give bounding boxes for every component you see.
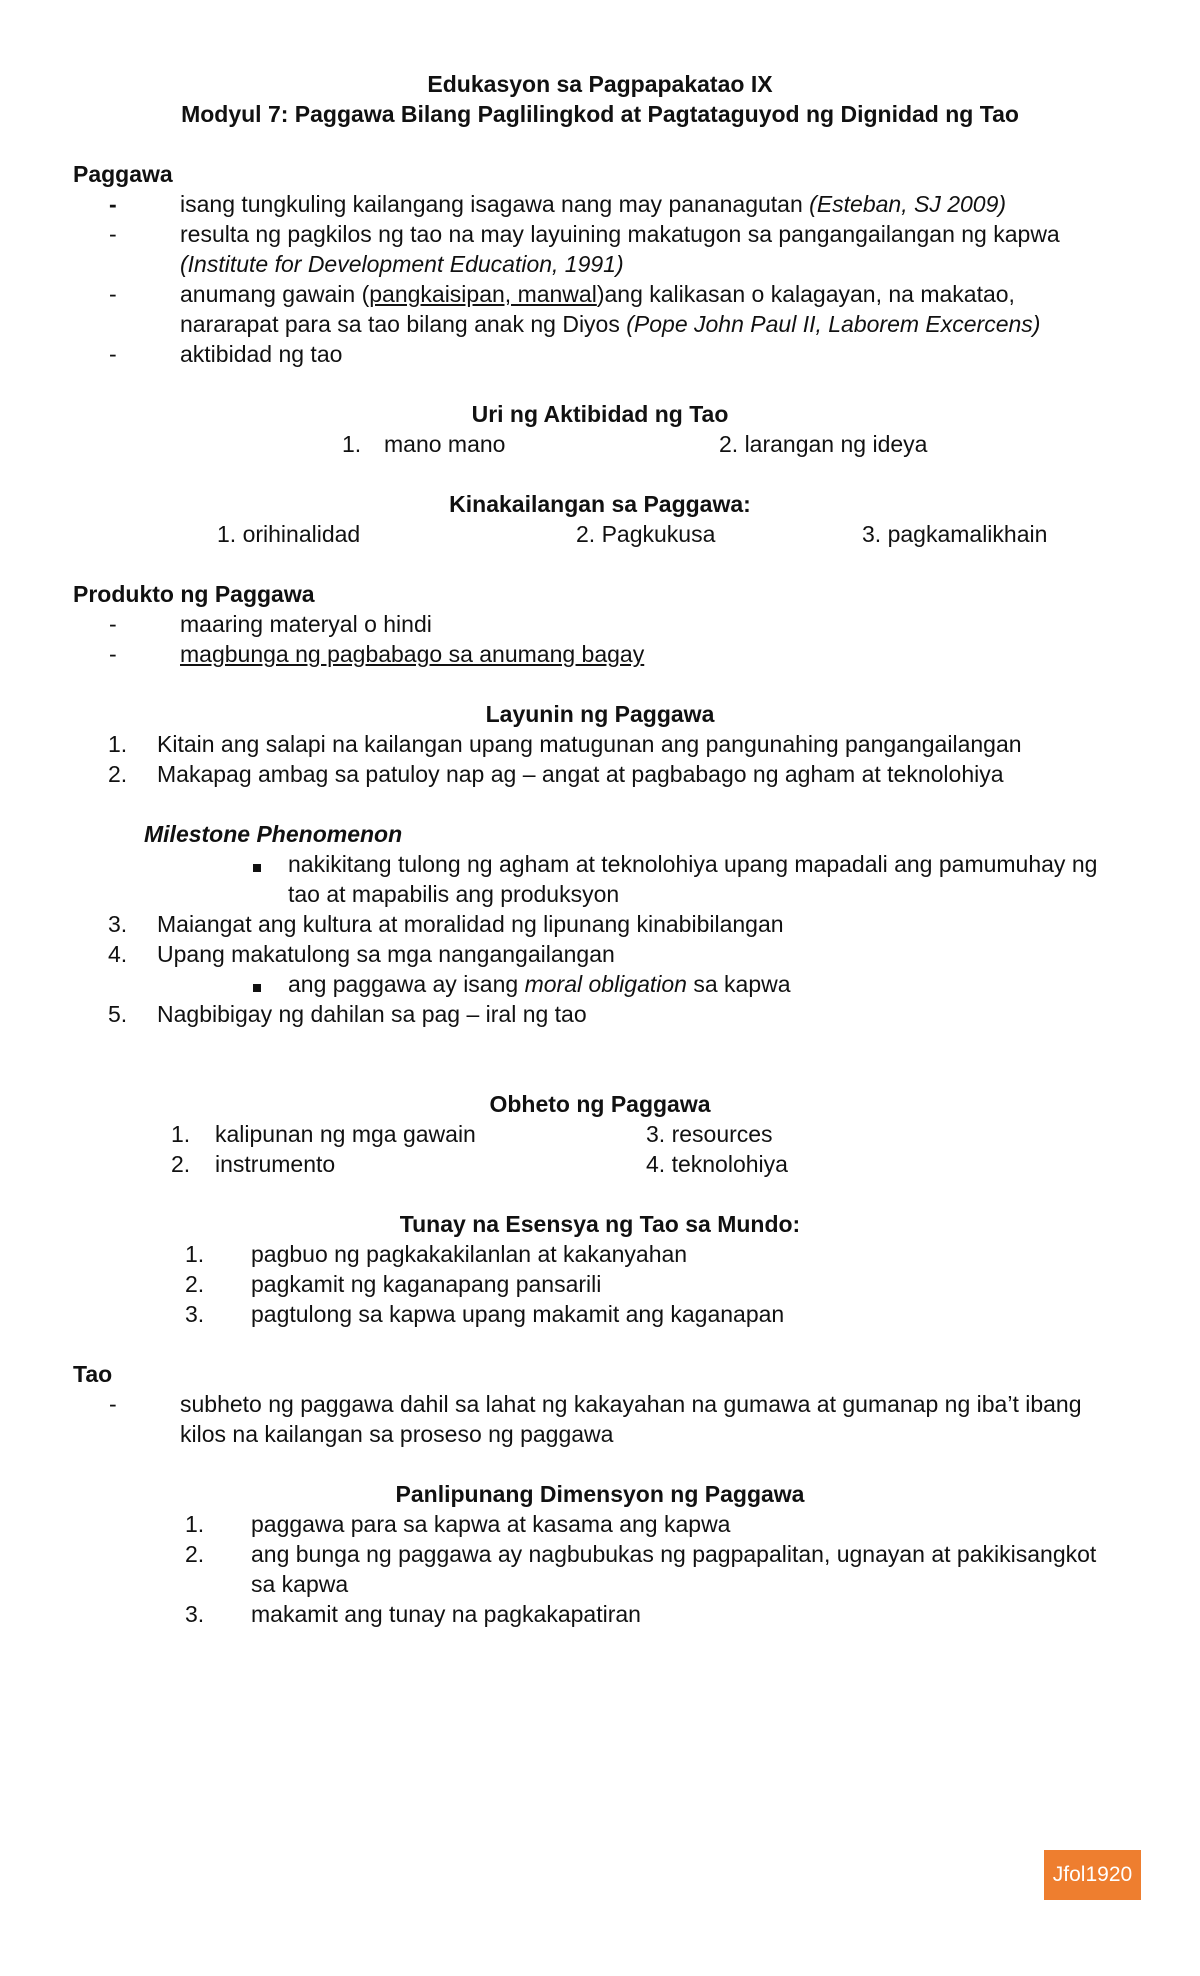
square-bullet-icon: [253, 849, 261, 879]
list-item: pagkamit ng kaganapang pansarili: [251, 1271, 602, 1297]
list-item: Kitain ang salapi na kailangan upang matugunan ang pangunahing pangangailangan: [157, 731, 1022, 757]
list-number: 2.: [185, 1541, 205, 1567]
list-dash: -: [109, 641, 117, 667]
citation: (Institute for Development Education, 1991): [180, 251, 624, 277]
list-number: 2.: [108, 761, 128, 787]
list-item: 1. orihinalidad: [217, 521, 361, 547]
section-heading-uri: Uri ng Aktibidad ng Tao: [471, 401, 729, 427]
list-item: anumang gawain (pangkaisipan, manwal)ang kalikasan o kalagayan, na makatao,: [180, 281, 1015, 307]
list-number: 5.: [108, 1001, 128, 1027]
module-title: Modyul 7: Paggawa Bilang Paglilingkod at Pagtataguyod ng Dignidad ng Tao: [181, 101, 1019, 127]
list-item-continuation: kilos na kailangan sa proseso ng paggawa: [180, 1421, 614, 1447]
list-item: 4. teknolohiya: [646, 1151, 788, 1177]
list-item: 2. Pagkukusa: [576, 521, 716, 547]
list-item-continuation: sa kapwa: [251, 1571, 349, 1597]
list-item: Nagbibigay ng dahilan sa pag – iral ng tao: [157, 1001, 587, 1027]
list-item: nakikitang tulong ng agham at teknolohiya upang mapadali ang pamumuhay ng: [288, 851, 1098, 877]
document-title: Edukasyon sa Pagpapakatao IX: [427, 71, 773, 97]
list-item: mano mano: [384, 431, 506, 457]
list-dash: -: [109, 281, 117, 307]
list-item: paggawa para sa kapwa at kasama ang kapwa: [251, 1511, 731, 1537]
list-item: 3. resources: [646, 1121, 773, 1147]
list-item: resulta ng pagkilos ng tao na may layuining makatugon sa pangangailangan ng kapwa: [180, 221, 1060, 247]
section-heading-esensya: Tunay na Esensya ng Tao sa Mundo:: [399, 1211, 801, 1237]
list-dash: -: [109, 221, 117, 247]
section-heading-produkto: Produkto ng Paggawa: [73, 581, 315, 607]
list-number: 3.: [108, 911, 128, 937]
list-dash: -: [109, 1391, 117, 1417]
list-number: 4.: [108, 941, 128, 967]
list-number: 1.: [185, 1511, 205, 1537]
author-badge: Jfol1920: [1044, 1850, 1141, 1900]
list-item: maaring materyal o hindi: [180, 611, 432, 637]
list-number: 1.: [185, 1241, 205, 1267]
list-item: isang tungkuling kailangang isagawa nang may pananagutan (Esteban, SJ 2009): [180, 191, 1007, 217]
list-item-continuation: tao at mapabilis ang produksyon: [288, 881, 620, 907]
list-dash: -: [109, 611, 117, 637]
list-item: kalipunan ng mga gawain: [215, 1121, 476, 1147]
list-dash: -: [109, 341, 117, 367]
list-number: 1.: [108, 731, 128, 757]
milestone-heading: Milestone Phenomenon: [144, 821, 403, 847]
list-item: 3. pagkamalikhain: [862, 521, 1048, 547]
list-number: 3.: [185, 1601, 205, 1627]
list-item: makamit ang tunay na pagkakapatiran: [251, 1601, 641, 1627]
list-item: pagtulong sa kapwa upang makamit ang kaganapan: [251, 1301, 785, 1327]
section-heading-layunin: Layunin ng Paggawa: [485, 701, 715, 727]
list-number: 2.: [185, 1271, 205, 1297]
section-heading-kinakailangan: Kinakailangan sa Paggawa:: [449, 491, 751, 517]
section-heading-paggawa: Paggawa: [73, 161, 173, 187]
list-item: pagbuo ng pagkakakilanlan at kakanyahan: [251, 1241, 688, 1267]
list-item: magbunga ng pagbabago sa anumang bagay: [180, 641, 645, 667]
section-heading-obheto: Obheto ng Paggawa: [489, 1091, 711, 1117]
section-heading-tao: Tao: [73, 1361, 113, 1387]
list-number: 2.: [171, 1151, 191, 1177]
list-number: 1.: [171, 1121, 191, 1147]
list-dash: -: [109, 191, 117, 217]
list-item: Upang makatulong sa mga nangangailangan: [157, 941, 615, 967]
list-number: 3.: [185, 1301, 205, 1327]
list-item: ang bunga ng paggawa ay nagbubukas ng pagpapalitan, ugnayan at pakikisangkot: [251, 1541, 1097, 1567]
list-item: 2. larangan ng ideya: [719, 431, 928, 457]
list-item: ang paggawa ay isang moral obligation sa kapwa: [288, 971, 791, 997]
list-number: 1.: [342, 431, 362, 457]
list-item: aktibidad ng tao: [180, 341, 343, 367]
list-item: Makapag ambag sa patuloy nap ag – angat at pagbabago ng agham at teknolohiya: [157, 761, 1004, 787]
list-item: instrumento: [215, 1151, 336, 1177]
list-item: subheto ng paggawa dahil sa lahat ng kakayahan na gumawa at gumanap ng iba’t ibang: [180, 1391, 1082, 1417]
list-item: Maiangat ang kultura at moralidad ng lipunang kinabibilangan: [157, 911, 784, 937]
square-bullet-icon: [253, 969, 261, 999]
list-item-continuation: nararapat para sa tao bilang anak ng Diyos (Pope John Paul II, Laborem Excercens): [180, 311, 1041, 337]
section-heading-panlipunan: Panlipunang Dimensyon ng Paggawa: [395, 1481, 805, 1507]
